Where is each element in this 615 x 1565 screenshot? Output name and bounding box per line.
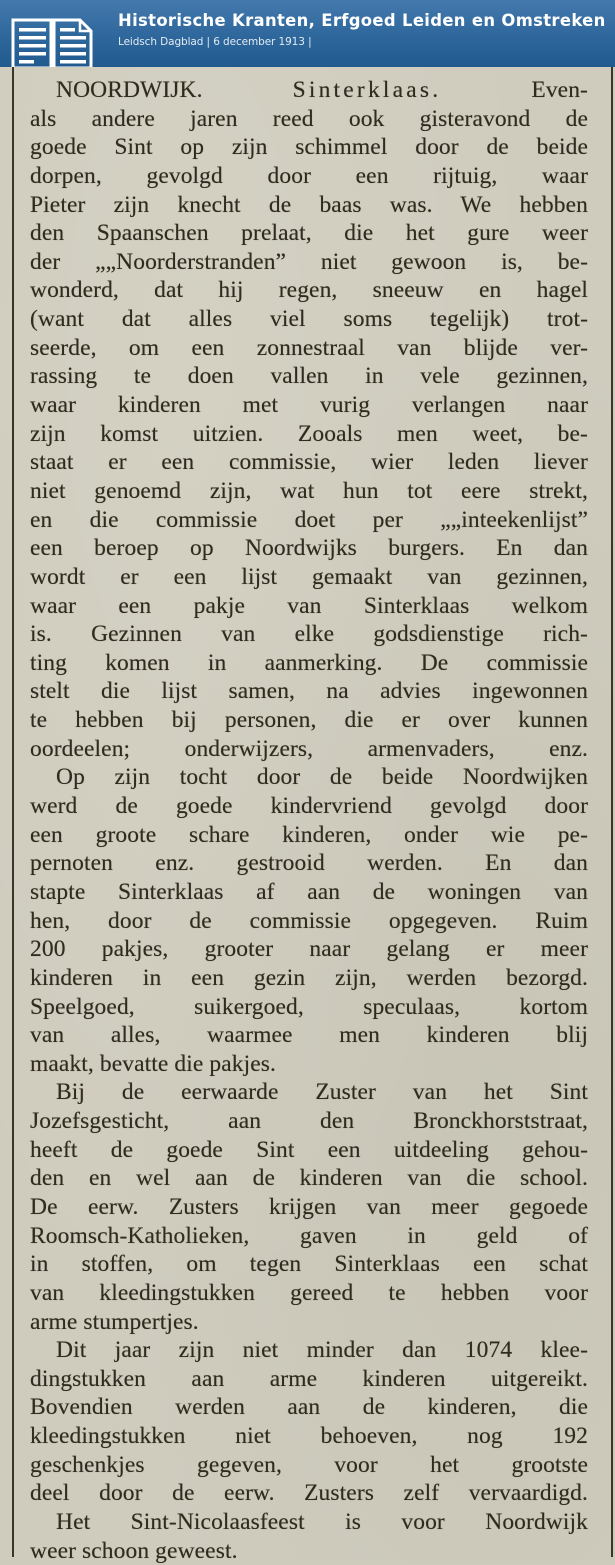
paragraph-start-line: Het Sint-Nicolaasfeest is voor Noordwijk — [56, 1509, 588, 1536]
article-line: deel door de eerw. Zusters zelf vervaardigd. — [30, 1480, 588, 1507]
newspaper-icon[interactable] — [10, 17, 94, 67]
article-text — [30, 76, 588, 1565]
article-line: van kleedingstukken gereed te hebben voor — [30, 1279, 588, 1306]
column-rule-right — [611, 67, 613, 1557]
paragraph-end-line: maakt, bevatte die pakjes. — [30, 1050, 276, 1077]
article-line: Roomsch-Katholieken, gaven in geld of — [30, 1222, 588, 1249]
article-line: geschenkjes gegeven, voor het grootste — [30, 1451, 588, 1478]
article-line: 200 pakjes, grooter naar gelang er meer — [30, 936, 588, 963]
article-line: staat er een commissie, wier leden liever — [30, 449, 588, 476]
paragraph-start-line: Bij de eerwaarde Zuster van het Sint — [56, 1079, 588, 1106]
article-line: der „„Noorderstranden” niet gewoon is, be- — [30, 248, 588, 275]
article-line: als andere jaren reed ook gisteravond de — [30, 105, 588, 132]
article-line: werd de goede kindervriend gevolgd door — [30, 793, 588, 820]
article-line: in stoffen, om tegen Sinterklaas een schat — [30, 1251, 588, 1278]
paragraph-end-line: weer schoon geweest. — [30, 1537, 238, 1564]
article-line: ting komen in aanmerking. De commissie — [30, 649, 588, 676]
article-line: wonderd, dat hij regen, sneeuw en hagel — [30, 277, 588, 304]
article-line: oordeelen; onderwijzers, armenvaders, enz. — [30, 735, 588, 762]
article-line: kinderen in een gezin zijn, werden bezorgd. — [30, 964, 588, 991]
article-line: waar kinderen met vurig verlangen naar — [30, 392, 588, 419]
article-line: en die commissie doet per „„inteekenlijst” — [30, 506, 588, 533]
article-line: dingstukken aan arme kinderen uitgereikt. — [30, 1365, 588, 1392]
article-line: goede Sint op zijn schimmel door de beide — [30, 134, 588, 161]
article-line: dorpen, gevolgd door een rijtuig, waar — [30, 162, 588, 189]
article-line: is. Gezinnen van elke godsdienstige rich- — [30, 621, 588, 648]
publication-info: Leidsch Dagblad | 6 december 1913 | — [118, 36, 312, 48]
article-line: pernoten enz. gestrooid werden. En dan — [30, 850, 588, 877]
article-line: stapte Sinterklaas af aan de woningen van — [30, 878, 588, 905]
article-line: den en wel aan de kinderen van die school. — [30, 1165, 588, 1192]
collection-title: Historische Kranten, Erfgoed Leiden en Omstreken — [118, 11, 606, 30]
column-rule-left — [12, 67, 14, 1557]
article-line: rassing te doen vallen in vele gezinnen, — [30, 363, 588, 390]
article-line: niet genoemd zijn, wat hun tot eere strekt, — [30, 477, 588, 504]
article-line: Pieter zijn knecht de baas was. We hebben — [30, 191, 588, 218]
article-line: den Spaanschen prelaat, die het gure weer — [30, 220, 588, 247]
article-line: te hebben bij personen, die er over kunnen — [30, 707, 588, 734]
article-line: De eerw. Zusters krijgen van meer gegoede — [30, 1193, 588, 1220]
article-line: een beroep op Noordwijks burgers. En dan — [30, 535, 588, 562]
article-headline-line: NOORDWIJK. Sinterklaas. Even- — [56, 77, 588, 103]
article-line: kleedingstukken niet behoeven, nog 192 — [30, 1423, 588, 1450]
article-line: heeft de goede Sint een uitdeeling gehou- — [30, 1136, 588, 1163]
article-line: Speelgoed, suikergoed, speculaas, kortom — [30, 993, 588, 1020]
article-line: Bovendien werden aan de kinderen, die — [30, 1394, 588, 1421]
article-line: wordt er een lijst gemaakt van gezinnen, — [30, 563, 588, 590]
paragraph-start-line: Op zijn tocht door de beide Noordwijken — [56, 764, 588, 791]
article-line: een groote schare kinderen, onder wie pe- — [30, 821, 588, 848]
article-line: stelt die lijst samen, na advies ingewonnen — [30, 678, 588, 705]
article-topic: Sinterklaas. — [292, 77, 442, 103]
article-line: zijn komst uitzien. Zooals men weet, be- — [30, 420, 588, 447]
article-line: (want dat alles viel soms tegelijk) trot- — [30, 306, 588, 333]
paragraph-end-line: arme stumpertjes. — [30, 1308, 199, 1335]
article-dateline: NOORDWIJK. — [56, 77, 203, 103]
article-line: Jozefsgesticht, aan den Bronckhorststraat, — [30, 1108, 588, 1135]
article-line: hen, door de commissie opgegeven. Ruim — [30, 907, 588, 934]
article-line: van alles, waarmee men kinderen blij — [30, 1022, 588, 1049]
article-line: waar een pakje van Sinterklaas welkom — [30, 592, 588, 619]
article-line: seerde, om een zonnestraal van blijde ver- — [30, 334, 588, 361]
paragraph-start-line: Dit jaar zijn niet minder dan 1074 klee- — [56, 1337, 588, 1364]
app-header — [0, 0, 615, 67]
